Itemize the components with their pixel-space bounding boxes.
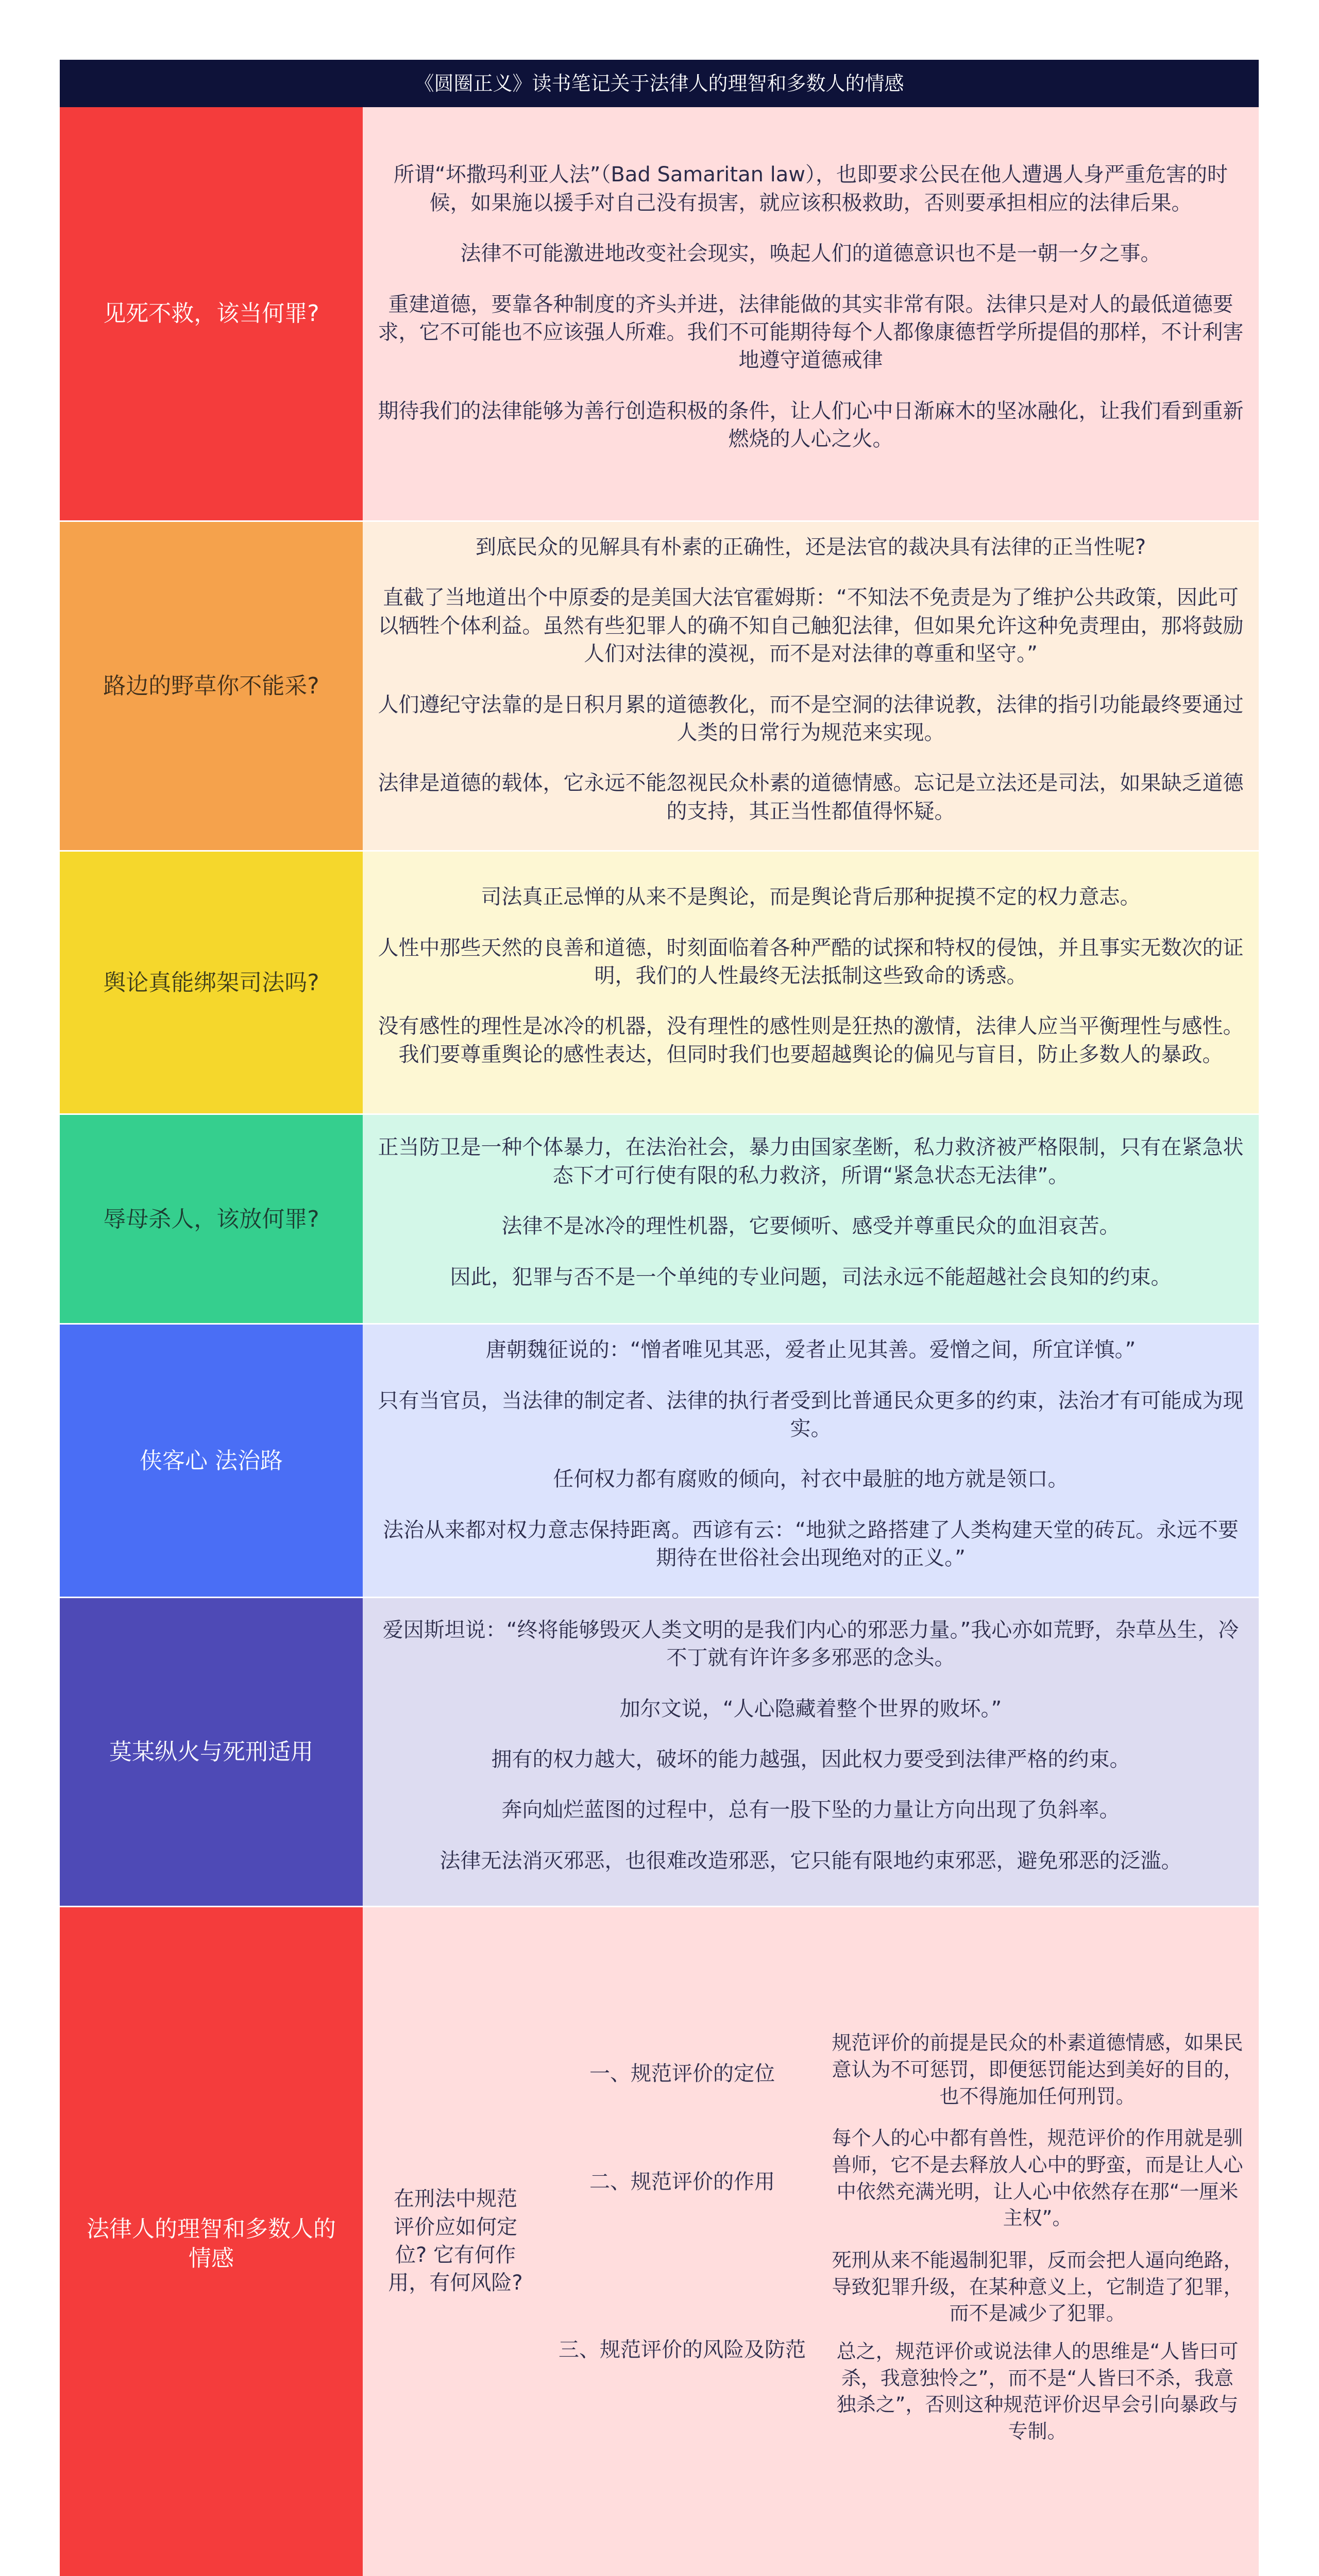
topic-body [363, 522, 1259, 850]
note-text: 唐朝魏征说的：“憎者唯见其恶，爱者止见其善。爱憎之间，所宜详慎。” [485, 1338, 1136, 1362]
topic-body [363, 1115, 1259, 1323]
topic-label[interactable]: 辱母杀人，该放何罪? [60, 1115, 363, 1323]
topic-body [363, 1907, 1259, 2576]
branch-notes [826, 2121, 1248, 2243]
note-text: 加尔文说，“人心隐藏着整个世界的败坏。” [619, 1697, 1002, 1721]
note-text: 法律无法消灭邪恶，也很难改造邪恶，它只能有限地约束邪恶，避免邪恶的泛滥。 [439, 1849, 1182, 1873]
note-text: 直截了当地道出个中原委的是美国大法官霍姆斯：“不知法不免责是为了维护公共政策，因此可以牺牲个体利益。虽然有些犯罪人的确不知自己触犯法律，但如果允许这种免责理由，那将鼓励人们对法律的漠视，而不是对法律的尊重和坚守。” [378, 586, 1244, 666]
note-text: 到底民众的见解具有朴素的正确性，还是法官的裁决具有法律的正当性呢? [475, 535, 1146, 559]
note-text: 法律不可能激进地改变社会现实，唤起人们的道德意识也不是一朝一夕之事。 [460, 242, 1161, 266]
note-text: 法治从来都对权力意志保持距离。西谚有云：“地狱之路搭建了人类构建天堂的砖瓦。永远不要期待在世俗社会出现绝对的正义。” [383, 1518, 1239, 1570]
topic-body [363, 1598, 1259, 1906]
note-text: 法律是道德的载体，它永远不能忽视民众朴素的道德情感。忘记是立法还是司法，如果缺乏道德的支持，其正当性都值得怀疑。 [378, 771, 1244, 823]
topic-label[interactable]: 侠客心 法治路 [60, 1325, 363, 1597]
branch-row [538, 2121, 1248, 2243]
topic-label[interactable]: 舆论真能绑架司法吗? [60, 852, 363, 1113]
topic-label[interactable]: 莫某纵火与死刑适用 [60, 1598, 363, 1906]
note-text: 人性中那些天然的良善和道德，时刻面临着各种严酷的试探和特权的侵蚀，并且事实无数次的证明，我们的人性最终无法抵制这些致命的诱惑。 [378, 936, 1244, 988]
sections [60, 107, 1259, 2576]
page-title: 《圆圈正义》读书笔记关于法律人的理智和多数人的情感 [60, 60, 1259, 107]
note-text: 只有当官员，当法律的制定者、法律的执行者受到比普通民众更多的约束，法治才有可能成为现实。 [378, 1388, 1244, 1440]
note-text: 每个人的心中都有兽性，规范评价的作用就是驯兽师，它不是去释放人心中的野蛮，而是让人心中依然充满光明，让人心中依然存在那“一厘米主权”。 [832, 2127, 1243, 2230]
note-text: 重建道德，要靠各种制度的齐头并进，法律能做的其实非常有限。法律只是对人的最低道德要求，它不可能也不应该强人所难。我们不可能期待每个人都像康德哲学所提倡的那样，不计利害地遵守道德戒律 [378, 292, 1244, 372]
note-text: 总之，规范评价或说法律人的思维是“人皆曰可杀，我意独怜之”，而不是“人皆曰不杀，我意独杀之”，否则这种规范评价迟早会引向暴政与专制。 [836, 2340, 1239, 2443]
topic-label[interactable]: 法律人的理智和多数人的情感 [60, 1907, 363, 2576]
note-text: 奔向灿烂蓝图的过程中，总有一股下坠的力量让方向出现了负斜率。 [501, 1798, 1120, 1822]
note-text: 所谓“坏撒玛利亚人法”（Bad Samaritan law），也即要求公民在他人遭遇人身严重危害的时候，如果施以援手对自己没有损害，就应该积极救助，否则要承担相应的法律后果。 [393, 163, 1228, 215]
topic-section [60, 1325, 1259, 1598]
branch-notes [826, 2243, 1248, 2456]
branch-notes [826, 2026, 1248, 2121]
topic-body [363, 852, 1259, 1113]
branch-label[interactable]: 一、规范评价的定位 [589, 2061, 775, 2086]
subtopic-label[interactable]: 在刑法中规范评价应如何定位? 它有何作用，有何风险? [388, 2187, 523, 2295]
topic-body [363, 107, 1259, 520]
branch-label[interactable]: 三、规范评价的风险及防范 [559, 2337, 806, 2362]
topic-label[interactable]: 见死不救，该当何罪? [60, 107, 363, 520]
topic-label[interactable]: 路边的野草你不能采? [60, 522, 363, 850]
topic-section [60, 1907, 1259, 2576]
note-text: 因此，犯罪与否不是一个单纯的专业问题，司法永远不能超越社会良知的约束。 [450, 1265, 1172, 1289]
subtopic-body [538, 2026, 1248, 2456]
branch-label[interactable]: 二、规范评价的作用 [589, 2170, 775, 2194]
note-text: 人们遵纪守法靠的是日积月累的道德教化，而不是空洞的法律说教，法律的指引功能最终要通过人类的日常行为规范来实现。 [378, 692, 1244, 744]
topic-section [60, 852, 1259, 1115]
note-text: 期待我们的法律能够为善行创造积极的条件，让人们心中日渐麻木的坚冰融化，让我们看到重新燃烧的人心之火。 [378, 399, 1244, 451]
note-text: 拥有的权力越大，破坏的能力越强，因此权力要受到法律严格的约束。 [491, 1747, 1130, 1771]
note-text: 法律不是冰冷的理性机器，它要倾听、感受并尊重民众的血泪哀苦。 [501, 1214, 1120, 1239]
topic-section [60, 107, 1259, 522]
note-text: 正当防卫是一种个体暴力，在法治社会，暴力由国家垄断，私力救济被严格限制，只有在紧急状态下才可行使有限的私力救济，所谓“紧急状态无法律”。 [378, 1136, 1244, 1188]
note-text: 爱因斯坦说：“终将能够毁灭人类文明的是我们内心的邪恶力量。”我心亦如荒野，杂草丛生，冷不丁就有许许多多邪恶的念头。 [382, 1618, 1239, 1670]
note-text: 规范评价的前提是民众的朴素道德情感，如果民意认为不可惩罚，即便惩罚能达到美好的目的，也不得施加任何刑罚。 [832, 2031, 1243, 2108]
subtopic [373, 2026, 1248, 2456]
topic-section [60, 522, 1259, 852]
note-text: 任何权力都有腐败的倾向，衬衣中最脏的地方就是领口。 [553, 1467, 1069, 1492]
note-text: 司法真正忌惮的从来不是舆论，而是舆论背后那种捉摸不定的权力意志。 [481, 885, 1141, 909]
mindmap [60, 60, 1259, 2576]
note-text: 没有感性的理性是冰冷的机器，没有理性的感性则是狂热的激情，法律人应当平衡理性与感性。我们要尊重舆论的感性表达，但同时我们也要超越舆论的偏见与盲目，防止多数人的暴政。 [378, 1014, 1244, 1066]
branch-row [538, 2243, 1248, 2456]
topic-body [363, 1325, 1259, 1597]
topic-section [60, 1598, 1259, 1907]
branch-row [538, 2026, 1248, 2121]
note-text: 死刑从来不能遏制犯罪，反而会把人逼向绝路，导致犯罪升级，在某种意义上，它制造了犯罪，而不是减少了犯罪。 [832, 2248, 1243, 2325]
topic-section [60, 1115, 1259, 1325]
